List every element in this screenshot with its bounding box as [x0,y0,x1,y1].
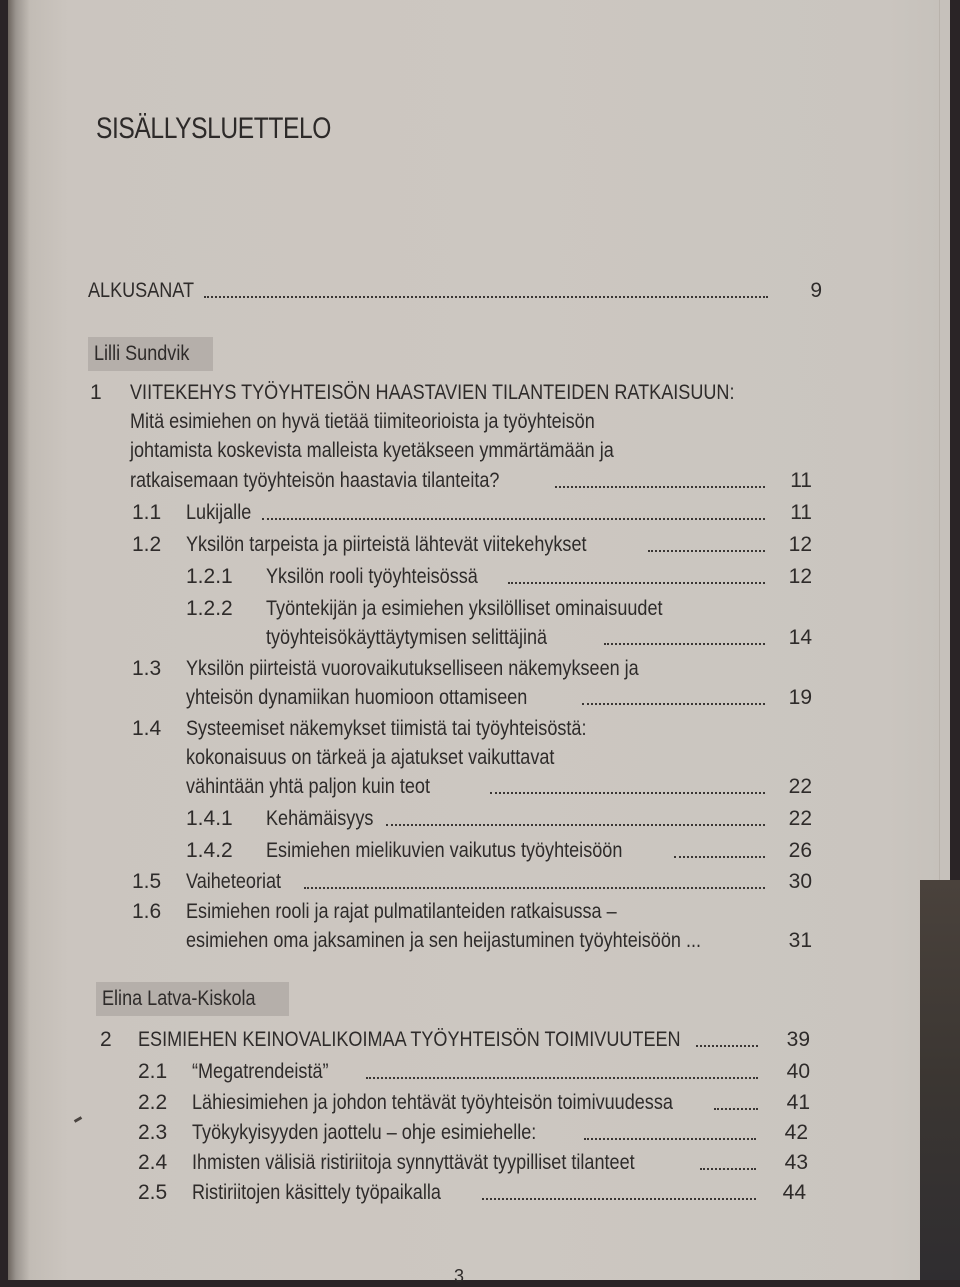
section-title: Yksilön rooli työyhteisössä [266,565,478,588]
chapter-title-line: VIITEKEHYS TYÖYHTEISÖN HAASTAVIEN TILANTEIDEN RATKAISUUN: [130,381,735,404]
dot-leader [304,885,765,889]
section-title-line: Systeemiset näkemykset tiimistä tai työyhteisöstä: [186,717,587,740]
page-folio: 3 [454,1266,465,1286]
toc-page-number: 12 [788,533,812,556]
chapter-title-line: ESIMIEHEN KEINOVALIKOIMAA TYÖYHTEISÖN TOIMIVUUTEEN [138,1028,681,1051]
section-title-line: Yksilön piirteistä vuorovaikutukselliseen näkemykseen ja [186,657,639,680]
section-title-line: esimiehen oma jaksaminen ja sen heijastuminen työyhteisöön ... [186,929,701,952]
section-title: Yksilön tarpeista ja piirteistä lähtevät viitekehykset [186,533,587,556]
section-number: 1.6 [132,900,162,923]
dot-leader [386,822,765,826]
section-number: 1.4.1 [186,807,233,830]
section-title: Lähiesimiehen ja johdon tehtävät työyhteisön toimivuudessa [192,1091,673,1114]
dot-leader [262,516,765,520]
section-title: Ihmisten välisiä ristiriitoja synnyttävät tyypilliset tilanteet [192,1151,635,1174]
toc-page-number: 22 [788,807,812,830]
section-title-line: Esimiehen rooli ja rajat pulmatilanteiden ratkaisussa – [186,900,617,923]
section-title: Ristiriitojen käsittely työpaikalla [192,1181,441,1204]
section-number: 2.1 [138,1060,168,1083]
section-number: 2.4 [138,1151,168,1174]
section-title: Kehämäisyys [266,807,374,830]
chapter-author: Elina Latva-Kiskola [96,982,289,1016]
toc-page-number: 9 [810,279,822,302]
dot-leader [584,1136,756,1140]
section-number: 1.2 [132,533,162,556]
toc-page-number: 11 [790,469,812,492]
toc-page-number: 12 [788,565,812,588]
section-title-line: Työntekijän ja esimiehen yksilölliset ominaisuudet [266,597,663,620]
dot-leader [696,1043,758,1047]
section-title: Työkykyisyyden jaottelu – ohje esimiehelle: [192,1121,537,1144]
dot-leader [508,580,765,584]
toc-page-number: 44 [782,1181,806,1204]
dot-leader [366,1075,758,1079]
section-title: Lukijalle [186,501,252,524]
toc-page-number: 42 [784,1121,808,1144]
paper-speck [74,1116,82,1123]
dot-leader [674,854,765,858]
section-number: 1.2.1 [186,565,233,588]
section-title-line: yhteisön dynamiikan huomioon ottamiseen [186,686,528,709]
section-number: 1.5 [132,870,162,893]
toc-page-number: 19 [788,686,812,709]
chapter-number: 1 [90,381,102,404]
page-title: SISÄLLYSLUETTELO [96,112,331,145]
toc-page-number: 43 [784,1151,808,1174]
toc-page-number: 31 [788,929,812,952]
toc-page-number: 14 [788,626,812,649]
dot-leader [204,294,768,298]
toc-page-number: 26 [788,839,812,862]
background-fabric [920,880,960,1280]
section-title: “Megatrendeistä” [192,1060,329,1083]
chapter-title-line: ratkaisemaan työyhteisön haastavia tilanteita? [130,469,500,492]
section-number: 2.3 [138,1121,168,1144]
chapter-title-line: Mitä esimiehen on hyvä tietää tiimiteorioista ja työyhteisön [130,410,595,433]
section-title: Vaiheteoriat [186,870,282,893]
dot-leader [490,790,765,794]
toc-page-number: 41 [786,1091,810,1114]
chapter-author: Lilli Sundvik [88,337,213,371]
dot-leader [604,641,765,645]
dot-leader [582,701,765,705]
book-page [8,0,950,1286]
section-number: 1.4.2 [186,839,233,862]
section-title-line: vähintään yhtä paljon kuin teot [186,775,430,798]
dot-leader [482,1196,756,1200]
toc-page-number: 22 [788,775,812,798]
section-title: Esimiehen mielikuvien vaikutus työyhteisöön [266,839,623,862]
toc-page-number: 30 [788,870,812,893]
dot-leader [700,1166,756,1170]
section-number: 1.4 [132,717,162,740]
chapter-title-line: johtamista koskevista malleista kyetäkseen ymmärtämään ja [130,439,614,462]
section-number: 1.1 [132,501,162,524]
toc-page-number: 40 [786,1060,810,1083]
dot-leader [714,1106,758,1110]
section-number: 2.2 [138,1091,168,1114]
section-title-line: kokonaisuus on tärkeä ja ajatukset vaikuttavat [186,746,555,769]
dot-leader [555,484,765,488]
section-number: 1.3 [132,657,162,680]
dot-leader [648,548,765,552]
toc-entry-label: ALKUSANAT [88,279,195,302]
section-number: 1.2.2 [186,597,233,620]
toc-page-number: 11 [790,501,812,524]
section-title-line: työyhteisökäyttäytymisen selittäjinä [266,626,548,649]
section-number: 2.5 [138,1181,168,1204]
chapter-number: 2 [100,1028,112,1051]
toc-page-number: 39 [786,1028,810,1051]
